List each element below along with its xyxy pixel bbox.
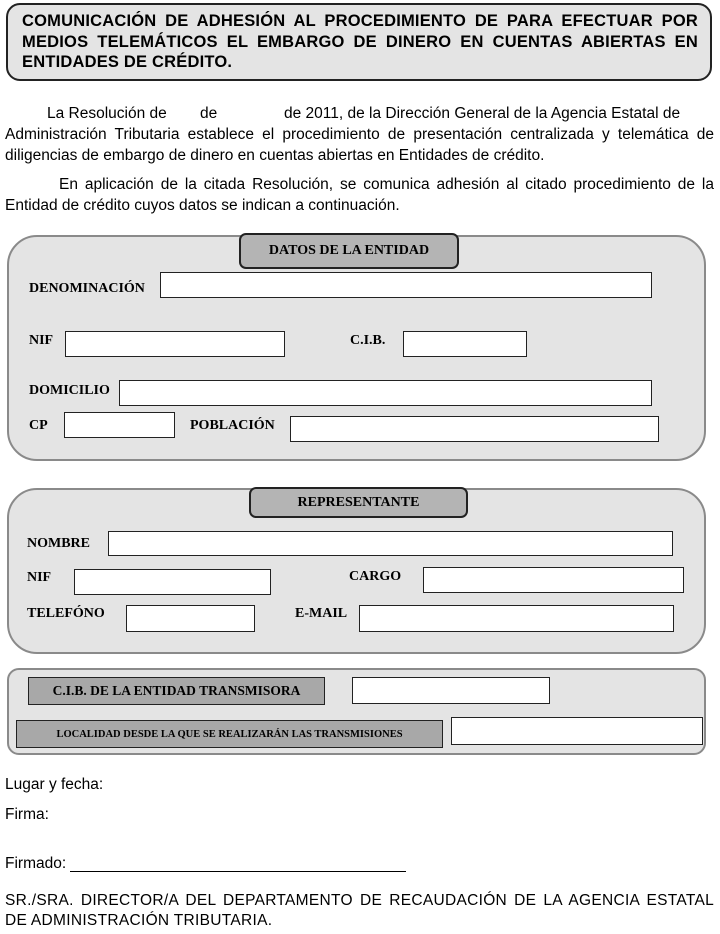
entidad-section-title: DATOS DE LA ENTIDAD	[239, 233, 459, 269]
destinatario: SR./SRA. DIRECTOR/A DEL DEPARTAMENTO DE RECAUDACIÓN DE LA AGENCIA ESTATAL DE ADMINISTRACIÓN TRIBUTARIA.	[5, 892, 714, 929]
firmado-label: Firmado:	[5, 855, 67, 872]
cib-transmisora-label: C.I.B. DE LA ENTIDAD TRANSMISORA	[28, 677, 325, 705]
nombre-label: NOMBRE	[27, 536, 90, 551]
cib-label: C.I.B.	[350, 333, 386, 348]
poblacion-label: POBLACIÓN	[190, 418, 275, 433]
document-title: COMUNICACIÓN DE ADHESIÓN AL PROCEDIMIENTO DE PARA EFECTUAR POR MEDIOS TELEMÁTICOS EL EMBARGO DE DINERO EN CUENTAS ABIERTAS EN ENTIDADES DE CRÉDITO.	[22, 12, 698, 71]
email-field[interactable]	[359, 605, 674, 632]
entidad-nif-label: NIF	[29, 333, 54, 348]
cp-field[interactable]	[64, 412, 175, 438]
telefono-label: TELEFÓNO	[27, 606, 105, 621]
intro-p1-year: de 2011, de la Dirección General de la Agencia Estatal de	[284, 105, 681, 122]
representante-section-title: REPRESENTANTE	[249, 487, 468, 518]
intro-p1-de: de	[200, 105, 218, 122]
representante-nif-field[interactable]	[74, 569, 271, 595]
cib-field[interactable]	[403, 331, 527, 357]
cp-label: CP	[29, 418, 48, 433]
cib-transmisora-field[interactable]	[352, 677, 550, 704]
signature-line[interactable]	[70, 871, 406, 872]
telefono-field[interactable]	[126, 605, 255, 632]
representante-nif-label: NIF	[27, 570, 52, 585]
denominacion-label: DENOMINACIÓN	[29, 281, 145, 296]
cargo-field[interactable]	[423, 567, 684, 593]
nombre-field[interactable]	[108, 531, 673, 556]
denominacion-field[interactable]	[160, 272, 652, 298]
entidad-nif-field[interactable]	[65, 331, 285, 357]
intro-p2: En aplicación de la citada Resolución, se comunica adhesión al citado procedimiento de la Entidad de crédito cuyos datos se indican a continuación.	[5, 176, 714, 214]
intro-p1-start: La Resolución de	[47, 105, 167, 122]
domicilio-label: DOMICILIO	[29, 383, 110, 398]
cargo-label: CARGO	[349, 569, 402, 584]
intro-p1-rest: Administración Tributaria establece el procedimiento de presentación centralizada y telemática de diligencias de embargo de dinero en cuentas abiertas en Entidades de crédito.	[5, 126, 714, 164]
localidad-field[interactable]	[451, 717, 703, 745]
domicilio-field[interactable]	[119, 380, 652, 406]
lugar-fecha-label: Lugar y fecha:	[5, 776, 104, 793]
localidad-label: LOCALIDAD DESDE LA QUE SE REALIZARÁN LAS TRANSMISIONES	[16, 720, 443, 748]
email-label: E-MAIL	[295, 606, 348, 621]
poblacion-field[interactable]	[290, 416, 659, 442]
firma-label: Firma:	[5, 806, 49, 823]
